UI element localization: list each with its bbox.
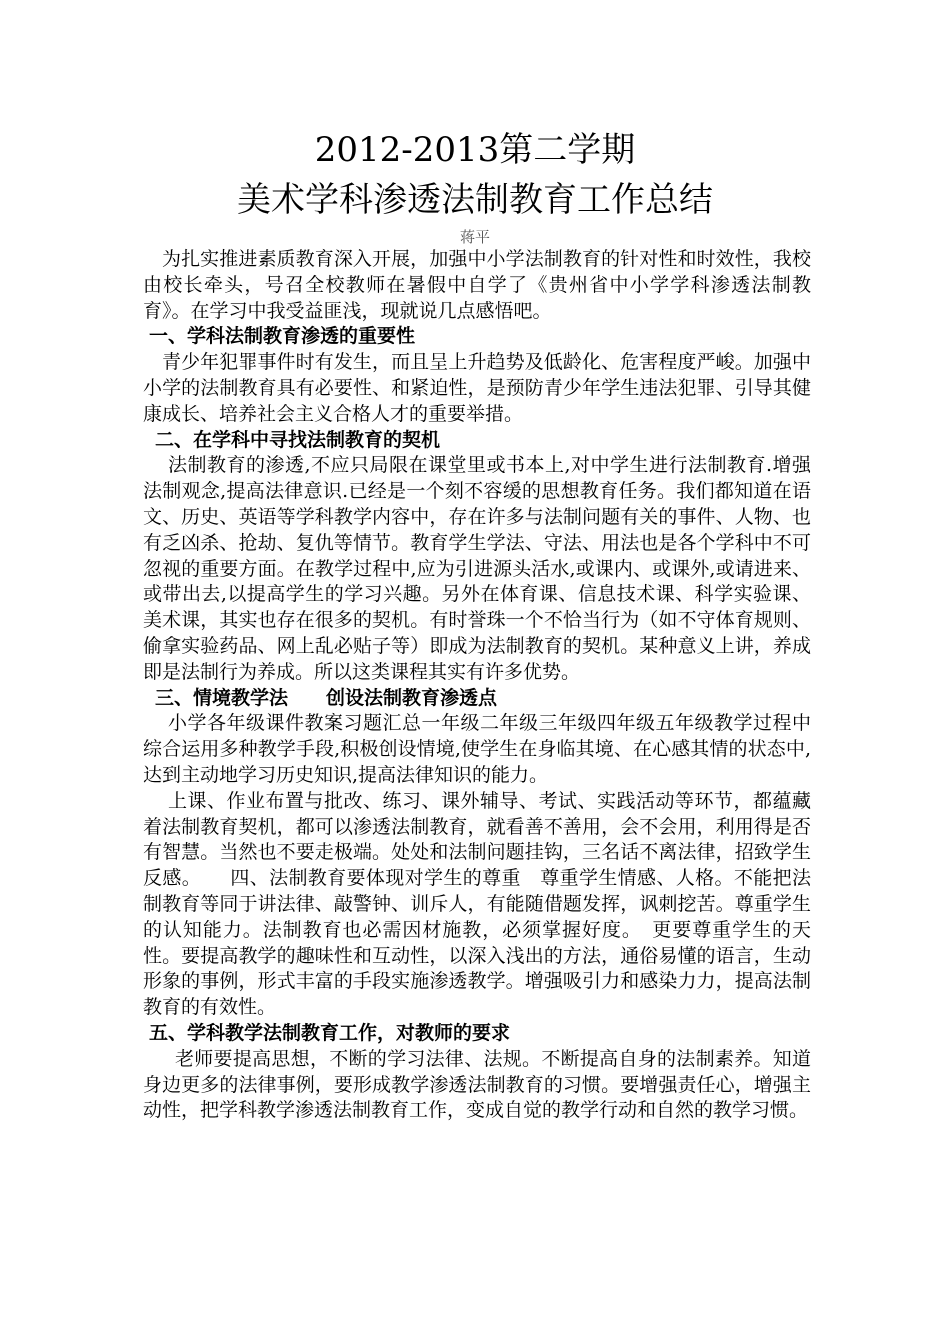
section-3-heading: 三、情境教学法 创设法制教育渗透点 [155, 686, 498, 709]
section-2-paragraph: 法制教育的渗透,不应只局限在课堂里或书本上,对中学生进行法制教育.增强法制观念,提高法律意识.已经是一个刻不容缓的思想教育任务。我们都知道在语文、历史、英语等学科教学内容中，存在许多与法制问题有关的事件、人物、也有乏凶杀、抢劫、复仇等情节。教育学生学法、守法、用法也是各个学科中不可忽视的重要方面。在教学过程中,应为引进源头活水,或课内、或课外,或请进来、或带出去,以提高学生的学习兴趣。另外在体育课、信息技术课、科学实验课、美术课，其实也存在很多的契机。有时誉珠一个不恰当行为（如不守体育规则、偷拿实验药品、网上乱必贴子等）即成为法制教育的契机。某种意义上讲，养成即是法制行为养成。所以这类课程其实有许多优势。 [143, 454, 811, 683]
author: 蒋平 [459, 228, 490, 246]
section-2-heading: 二、在学科中寻找法制教育的契机 [155, 428, 441, 451]
section-1-paragraph: 青少年犯罪事件时有发生，而且呈上升趋势及低龄化、危害程度严峻。加强中小学的法制教育具有必要性、和紧迫性，是预防青少年学生违法犯罪、引导其健康成长、培养社会主义合格人才的重要举措。 [143, 351, 811, 425]
document-body [143, 247, 811, 1124]
section-5-heading: 五、学科教学法制教育工作，对教师的要求 [149, 1021, 511, 1044]
intro-paragraph: 为扎实推进素质教育深入开展，加强中小学法制教育的针对性和时效性，我校由校长牵头，号召全校教师在暑假中自学了《贵州省中小学学科渗透法制教育》。在学习中我受益匪浅，现就说几点感悟吧。 [143, 248, 811, 322]
title-line-2: 美术学科渗透法制教育工作总结 [237, 180, 713, 220]
section-5-paragraph: 老师要提高思想，不断的学习法律、法规。不断提高自身的法制素养。知道身边更多的法律事例，要形成教学渗透法制教育的习惯。要增强责任心，增强主动性，把学科教学渗透法制教育工作，变成自觉的教学行动和自然的教学习惯。 [143, 1047, 811, 1122]
section-1-heading: 一、学科法制教育渗透的重要性 [149, 325, 416, 348]
section-3-paragraph-1: 小学各年级课件教案习题汇总一年级二年级三年级四年级五年级教学过程中综合运用多种教学手段,积极创设情境,使学生在身临其境、在心感其情的状态中,达到主动地学习历史知识,提高法律知识的能力。 [143, 712, 811, 786]
section-3-paragraph-2: 上课、作业布置与批改、练习、课外辅导、考试、实践活动等环节，都蕴藏着法制教育契机，都可以渗透法制教育，就看善不善用，会不会用，利用得是否有智慧。当然也不要走极端。处处和法制问题挂钩，三名话不离法律，招致学生反感。 四、法制教育要体现对学生的尊重 尊重学生情感、人格。不能把法制教育等同于讲法律、敲警钟、训斥人，有能随借题发挥，讽刺挖苦。尊重学生的认知能力。法制教育也必需因材施教，必须掌握好度。 更要尊重学生的天性。要提高教学的趣味性和互动性，以深入浅出的方法，通俗易懂的语言，生动形象的事例，形式丰富的手段实施渗透教学。增强吸引力和感染力力，提高法制教育的有效性。 [143, 789, 811, 1019]
title-line-1: 2012-2013第二学期 [314, 130, 636, 170]
